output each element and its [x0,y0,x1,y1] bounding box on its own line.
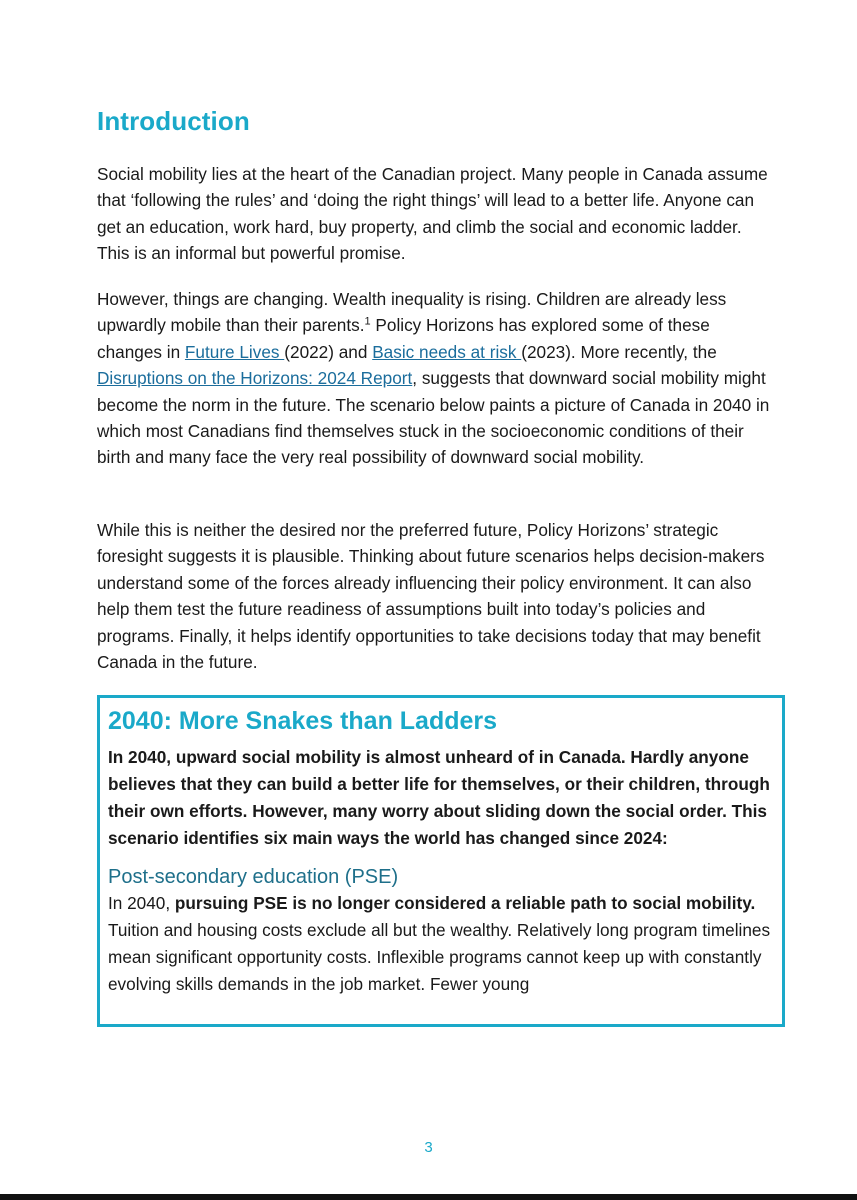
paragraph-2-text: (2023). More recently, the [521,341,717,362]
callout-title: 2040: More Snakes than Ladders [108,707,498,735]
bottom-edge-bar [0,1194,857,1200]
scenario-callout-box [97,695,785,1027]
intro-paragraph-1: Social mobility lies at the heart of the Canadian project. Many people in Canada assume that ‘following the rules’ and ‘doing the right things’ will lead to a better life. Anyone can get an education, work hard, buy property, and climb the social and economic ladder. This is an informal but powerful promise. [97,164,768,264]
intro-paragraph-3: While this is neither the desired nor the preferred future, Policy Horizons’ strategic foresight suggests it is plausible. Thinking about future scenarios helps decision-makers understand some of the forces already influencing their policy environment. It can also help them test the future readiness of assumptions built into today’s policies and programs. Finally, it helps identify opportunities to take decisions today that may benefit Canada in the future. [97,520,765,673]
paragraph-2-text: (2022) and [284,341,373,362]
footnote-marker[interactable]: 1 [364,315,371,328]
callout-subheading: Post-secondary education (PSE) [108,866,399,888]
section-heading: Introduction [97,106,250,136]
paragraph-2-text: However, things are changing. Wealth inequality is rising. Children are already less upwardly mobile than their parents. [97,289,727,336]
future-lives-link[interactable]: Future Lives [184,341,285,362]
basic-needs-at-risk-link[interactable]: Basic needs at risk [372,341,522,362]
paragraph-2-text: Policy Horizons has explored some of these changes in [97,315,710,362]
paragraph-2-text: , suggests that downward social mobility might become the norm in the future. The scenario below paints a picture of Canada in 2040 in which most Canadians find themselves stuck in the socioeconomic conditions of their birth and many face the very real possibility of downward social mobility. [97,368,770,468]
callout-body-intro: In 2040, [108,893,175,913]
callout-body-rest: Tuition and housing costs exclude all but the wealthy. Relatively long program timelines mean significant opportunity costs. Inflexible programs cannot keep up with constantly evolving skills demands in the job market. Fewer young [108,920,771,994]
callout-body-emphasis: pursuing PSE is no longer considered a reliable path to social mobility. [174,893,756,913]
page-number: 3 [424,1139,433,1156]
intro-paragraph-2 [97,286,777,471]
disruptions-report-link[interactable]: Disruptions on the Horizons: 2024 Report [97,368,413,389]
callout-lead-text: In 2040, upward social mobility is almost unheard of in Canada. Hardly anyone believes that they can build a better life for themselves, or their children, through their own efforts. However, many worry about sliding down the social order. This scenario identifies six main ways the world has changed since 2024: [108,747,770,848]
callout-body-text [108,890,779,998]
